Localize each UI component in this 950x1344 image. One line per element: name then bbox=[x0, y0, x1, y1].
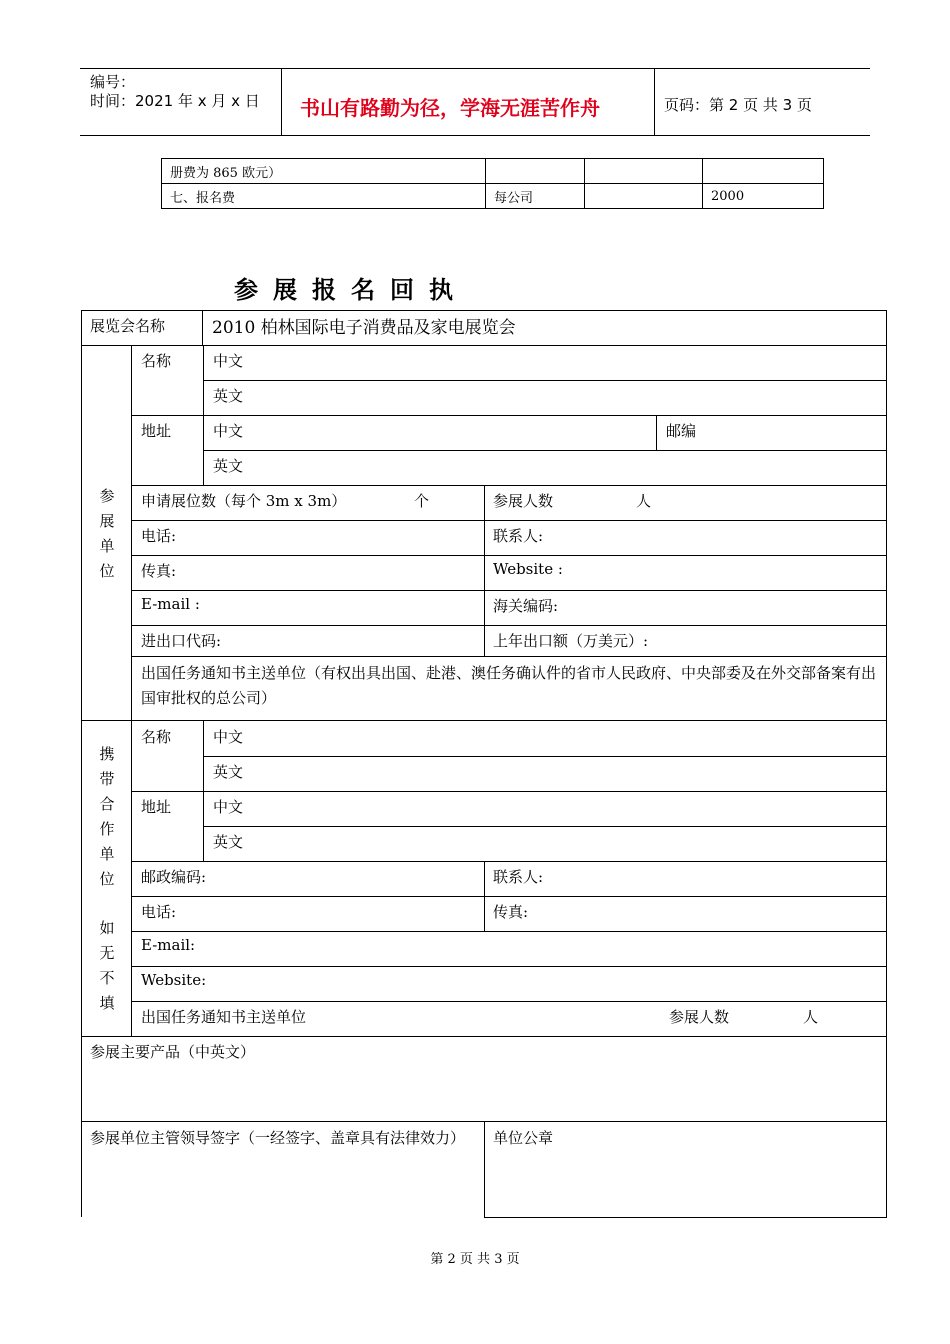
expo-name-label: 展览会名称 bbox=[90, 317, 166, 335]
time-label: 时间：2021 年 x 月 x 日 bbox=[90, 92, 260, 110]
header-divider bbox=[281, 68, 282, 136]
row-divider bbox=[131, 415, 887, 416]
attendees-label: 参展人数 bbox=[493, 492, 554, 510]
row-divider bbox=[203, 756, 887, 757]
main-products-label: 参展主要产品（中英文） bbox=[90, 1043, 256, 1061]
header-bottom-rule bbox=[80, 135, 870, 136]
fee-cell: 2000 bbox=[703, 184, 824, 209]
customs-code-label: 海关编码: bbox=[493, 597, 559, 615]
row-divider bbox=[484, 1217, 887, 1218]
row-divider bbox=[131, 1001, 887, 1002]
col-divider bbox=[484, 485, 485, 656]
postcode-label: 邮编 bbox=[666, 422, 697, 440]
import-export-code-label: 进出口代码: bbox=[141, 632, 222, 650]
name-label: 名称 bbox=[141, 728, 172, 746]
section-label-text: 携带合作单位 bbox=[99, 745, 115, 888]
partner-address-cn-label: 中文 bbox=[213, 798, 244, 816]
row-divider bbox=[81, 720, 887, 721]
mission-notice-label: 出国任务通知书主送单位 bbox=[141, 1008, 307, 1026]
postal-code-label: 邮政编码: bbox=[141, 868, 207, 886]
booth-unit: 个 bbox=[414, 492, 430, 510]
row-divider bbox=[131, 791, 887, 792]
number-label: 编号： bbox=[90, 73, 136, 91]
expo-name-value: 2010 柏林国际电子消费品及家电展览会 bbox=[212, 318, 516, 338]
contact-label: 联系人: bbox=[493, 527, 544, 545]
exhibitor-name-cn-label: 中文 bbox=[213, 352, 244, 370]
row-divider bbox=[203, 380, 887, 381]
phone-label: 电话: bbox=[141, 903, 177, 921]
partner-section-label bbox=[97, 742, 117, 892]
partner-section-note bbox=[97, 916, 117, 1016]
email-label: E-mail: bbox=[141, 936, 196, 954]
exhibitor-name-en-label: 英文 bbox=[213, 387, 244, 405]
booth-count-label: 申请展位数（每个 3m x 3m） bbox=[141, 492, 347, 510]
exhibitor-address-cn-label: 中文 bbox=[213, 422, 244, 440]
row-divider bbox=[131, 555, 887, 556]
attendees-unit: 人 bbox=[803, 1008, 819, 1026]
row-divider bbox=[131, 656, 887, 657]
attendees-label: 参展人数 bbox=[669, 1008, 730, 1026]
contact-label: 联系人: bbox=[493, 868, 544, 886]
name-label: 名称 bbox=[141, 352, 172, 370]
fee-cell bbox=[703, 159, 824, 184]
last-year-export-label: 上年出口额（万美元）: bbox=[493, 632, 649, 650]
table-row bbox=[162, 184, 824, 209]
row-divider bbox=[131, 896, 887, 897]
row-divider bbox=[131, 520, 887, 521]
phone-label: 电话: bbox=[141, 527, 177, 545]
fee-table bbox=[161, 158, 824, 209]
col-divider bbox=[203, 345, 204, 485]
header-divider bbox=[654, 68, 655, 136]
row-divider bbox=[131, 966, 887, 967]
exhibitor-address-en-label: 英文 bbox=[213, 457, 244, 475]
row-divider bbox=[131, 590, 887, 591]
row-divider bbox=[131, 485, 887, 486]
row-divider bbox=[203, 450, 887, 451]
row-divider bbox=[131, 931, 887, 932]
fax-label: 传真: bbox=[493, 903, 529, 921]
form-title: 参展报名回执 bbox=[234, 276, 468, 304]
section-label-text: 参展单位 bbox=[99, 487, 115, 580]
fee-cell bbox=[585, 159, 703, 184]
partner-name-cn-label: 中文 bbox=[213, 728, 244, 746]
motto: 书山有路勤为径，学海无涯苦作舟 bbox=[300, 96, 600, 120]
col-divider bbox=[131, 345, 132, 1036]
fax-label: 传真: bbox=[141, 562, 177, 580]
fee-cell: 册费为 865 欧元） bbox=[162, 159, 486, 184]
address-label: 地址 bbox=[141, 798, 172, 816]
attendees-unit: 人 bbox=[636, 492, 652, 510]
col-divider bbox=[202, 310, 203, 345]
fee-cell: 七、报名费 bbox=[162, 184, 486, 209]
form-border bbox=[886, 310, 887, 1218]
form-border bbox=[81, 310, 82, 1217]
website-label: Website: bbox=[141, 971, 207, 989]
row-divider bbox=[203, 826, 887, 827]
signature-label: 参展单位主管领导签字（一经签字、盖章具有法律效力） bbox=[90, 1129, 466, 1147]
partner-address-en-label: 英文 bbox=[213, 833, 244, 851]
fee-cell: 每公司 bbox=[486, 184, 585, 209]
col-divider bbox=[656, 415, 657, 450]
seal-label: 单位公章 bbox=[493, 1129, 554, 1147]
address-label: 地址 bbox=[141, 422, 172, 440]
col-divider bbox=[484, 861, 485, 931]
section-note-text: 如无不填 bbox=[99, 919, 115, 1012]
partner-name-en-label: 英文 bbox=[213, 763, 244, 781]
page-footer: 第 2 页 共 3 页 bbox=[430, 1252, 520, 1267]
row-divider bbox=[131, 625, 887, 626]
table-row bbox=[162, 159, 824, 184]
page-info: 页码：第 2 页 共 3 页 bbox=[664, 96, 812, 114]
fee-cell bbox=[585, 184, 703, 209]
row-divider bbox=[81, 1036, 887, 1037]
row-divider bbox=[81, 345, 887, 346]
col-divider bbox=[484, 1121, 485, 1218]
row-divider bbox=[131, 861, 887, 862]
col-divider bbox=[203, 720, 204, 861]
email-label: E-mail : bbox=[141, 595, 200, 613]
mission-notice-label: 出国任务通知书主送单位（有权出具出国、赴港、澳任务确认件的省市人民政府、中央部委及在外交部备案有出国审批权的总公司） bbox=[141, 664, 877, 707]
website-label: Website : bbox=[493, 560, 563, 578]
header-top-rule bbox=[80, 68, 870, 69]
exhibitor-section-label bbox=[97, 484, 117, 584]
fee-cell bbox=[486, 159, 585, 184]
